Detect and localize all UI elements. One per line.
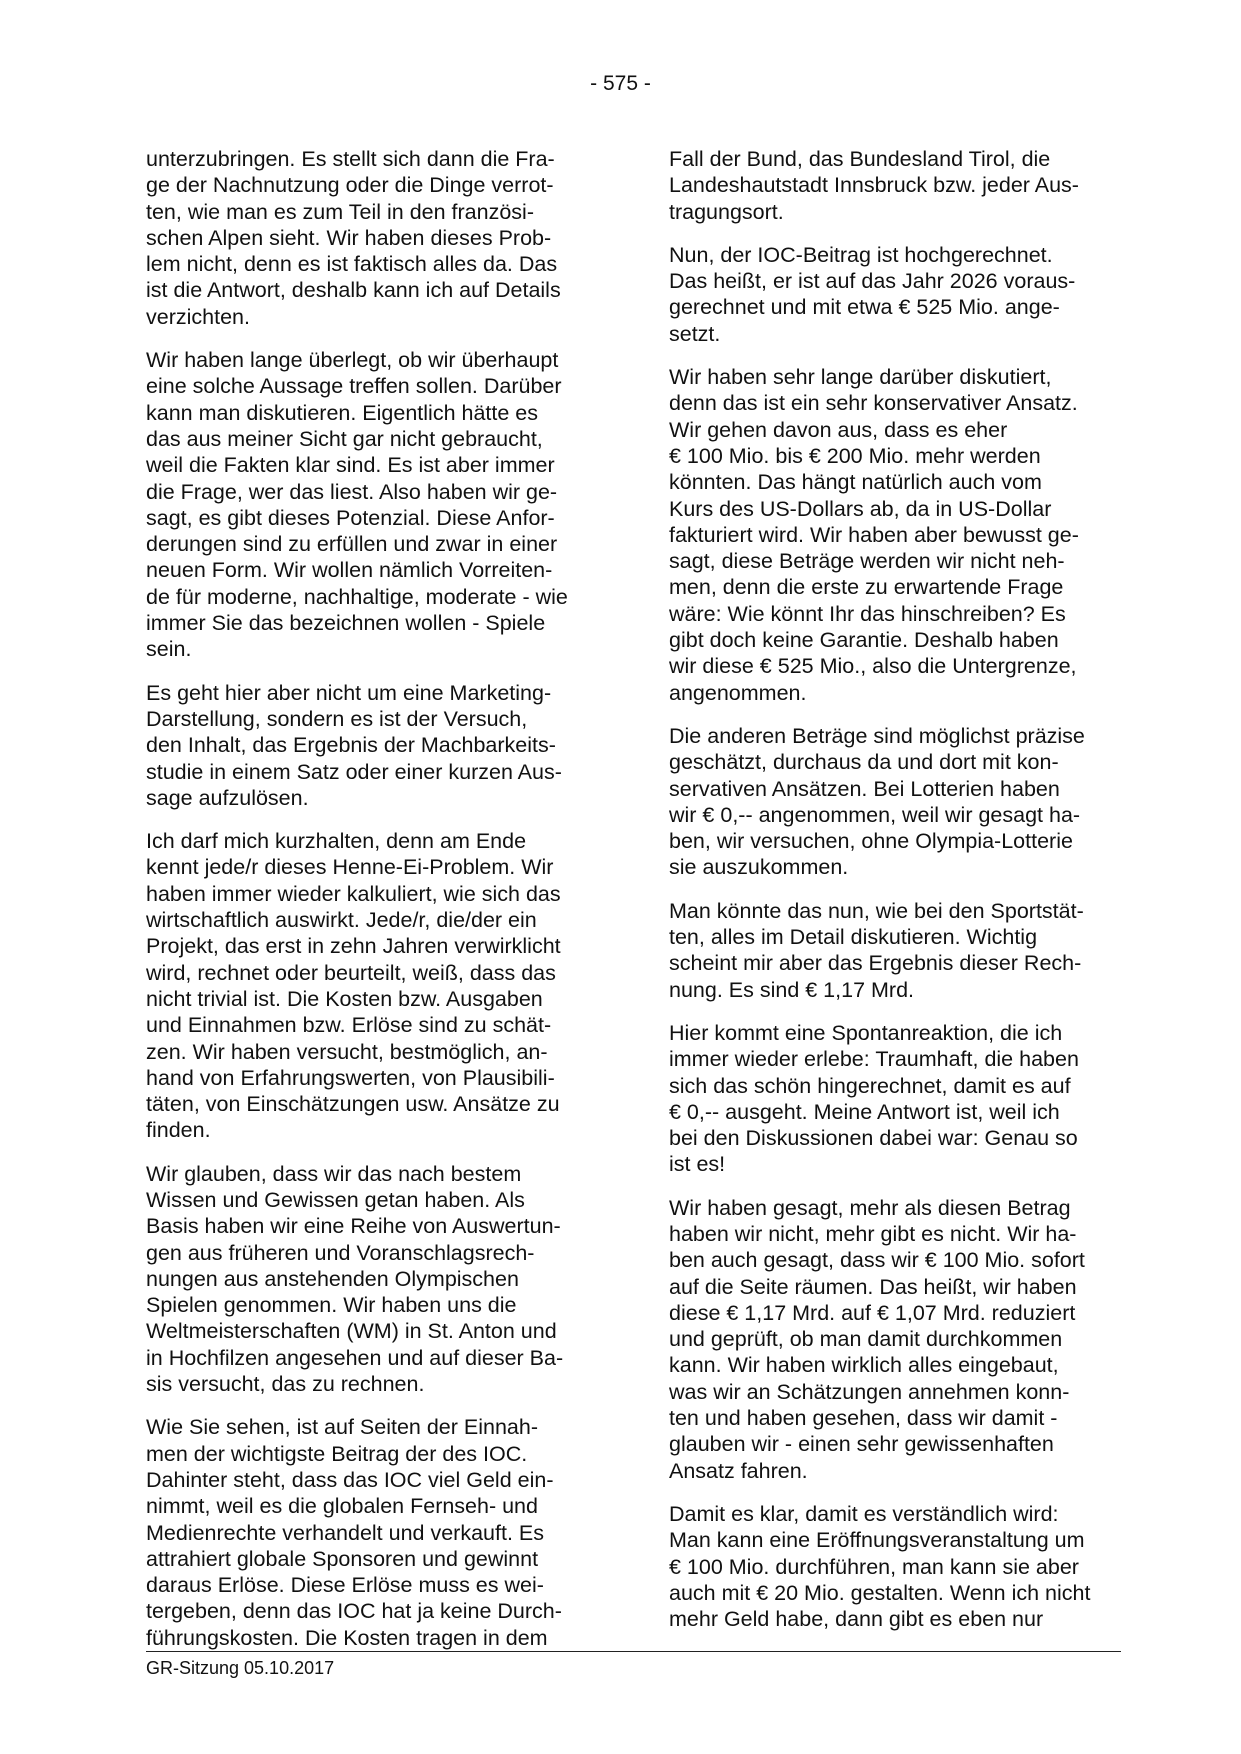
text-line: denn das ist ein sehr konservativer Ansatz. — [669, 391, 1078, 416]
footer-divider — [146, 1651, 1121, 1652]
text-line: ben auch gesagt, dass wir € 100 Mio. sofort — [669, 1248, 1085, 1273]
page-number: - 575 - — [590, 72, 651, 95]
text-line: tragungsort. — [669, 199, 784, 224]
text-line: Wir glauben, dass wir das nach bestem — [146, 1161, 522, 1186]
text-line: den Inhalt, das Ergebnis der Machbarkeits- — [146, 733, 556, 758]
text-line: Damit es klar, damit es verständlich wird: — [669, 1501, 1059, 1526]
text-line: nimmt, weil es die globalen Fernseh- und — [146, 1494, 538, 1519]
text-line: glauben wir - einen sehr gewissenhaften — [669, 1432, 1054, 1457]
text-line: täten, von Einschätzungen usw. Ansätze zu — [146, 1092, 560, 1117]
text-line: finden. — [146, 1118, 211, 1143]
text-line: geschätzt, durchaus da und dort mit kon- — [669, 750, 1059, 775]
text-line: sage aufzulösen. — [146, 785, 309, 810]
text-line: angenommen. — [669, 680, 807, 705]
text-line: gerechnet und mit etwa € 525 Mio. ange- — [669, 295, 1060, 320]
paragraph — [669, 364, 1121, 706]
text-line: eine solche Aussage treffen sollen. Darüber — [146, 374, 562, 399]
paragraph — [146, 347, 598, 663]
text-line: das aus meiner Sicht gar nicht gebraucht, — [146, 426, 543, 451]
text-line: Nun, der IOC-Beitrag ist hochgerechnet. — [669, 242, 1053, 267]
text-line: Es geht hier aber nicht um eine Marketing- — [146, 680, 552, 705]
text-line: € 0,-- ausgeht. Meine Antwort ist, weil ich — [669, 1099, 1060, 1124]
text-line: in Hochfilzen angesehen und auf dieser Ba- — [146, 1345, 564, 1370]
text-line: und geprüft, ob man damit durchkommen — [669, 1327, 1063, 1352]
text-line: wirtschaftlich auswirkt. Jede/r, die/der ein — [146, 908, 537, 933]
text-line: servativen Ansätzen. Bei Lotterien haben — [669, 776, 1060, 801]
text-line: Fall der Bund, das Bundesland Tirol, die — [669, 147, 1051, 171]
text-line: könnten. Das hängt natürlich auch vom — [669, 470, 1042, 495]
text-line: Dahinter steht, dass das IOC viel Geld ein- — [146, 1467, 554, 1492]
text-line: studie in einem Satz oder einer kurzen Aus- — [146, 759, 562, 784]
text-line: auf die Seite räumen. Das heißt, wir haben — [669, 1274, 1077, 1299]
text-line: fakturiert wird. Wir haben aber bewusst ge- — [669, 522, 1079, 547]
text-line: und Einnahmen bzw. Erlöse sind zu schät- — [146, 1013, 552, 1038]
text-line: ist es! — [669, 1152, 726, 1177]
text-line: führungskosten. Die Kosten tragen in dem — [146, 1625, 548, 1650]
text-line: Hier kommt eine Spontanreaktion, die ich — [669, 1020, 1063, 1045]
text-line: Kurs des US-Dollars ab, da in US-Dollar — [669, 496, 1052, 521]
text-line: nicht trivial ist. Die Kosten bzw. Ausgaben — [146, 986, 543, 1011]
paragraph — [669, 146, 1121, 225]
text-line: men, denn die erste zu erwartende Frage — [669, 575, 1064, 600]
text-line: Basis haben wir eine Reihe von Auswertun- — [146, 1214, 561, 1239]
text-line: ten, alles im Detail diskutieren. Wichtig — [669, 925, 1038, 950]
text-line: Das heißt, er ist auf das Jahr 2026 voraus- — [669, 269, 1076, 294]
text-line: Wir haben gesagt, mehr als diesen Betrag — [669, 1195, 1071, 1220]
paragraph — [669, 723, 1121, 881]
text-line: haben immer wieder kalkuliert, wie sich das — [146, 881, 561, 906]
text-line: de für moderne, nachhaltige, moderate - wie — [146, 584, 568, 609]
text-line: mehr Geld habe, dann gibt es eben nur — [669, 1607, 1044, 1632]
text-line: kennt jede/r dieses Henne-Ei-Problem. Wir — [146, 855, 554, 880]
text-line: was wir an Schätzungen annehmen konn- — [669, 1379, 1070, 1404]
text-line: die Frage, wer das liest. Also haben wir ge- — [146, 479, 558, 504]
text-line: ist die Antwort, deshalb kann ich auf Details — [146, 278, 561, 303]
text-line: Man kann eine Eröffnungsveranstaltung um — [669, 1528, 1085, 1553]
text-line: Wir gehen davon aus, dass es eher — [669, 417, 1008, 442]
text-line: sich das schön hingerechnet, damit es auf — [669, 1073, 1071, 1098]
paragraph — [669, 1501, 1121, 1632]
text-line: ten und haben gesehen, dass wir damit - — [669, 1406, 1058, 1431]
text-line: ten, wie man es zum Teil in den französi- — [146, 199, 534, 224]
text-line: attrahiert globale Sponsoren und gewinnt — [146, 1546, 539, 1571]
text-line: kann. Wir haben wirklich alles eingebaut, — [669, 1353, 1059, 1378]
text-line: gibt doch keine Garantie. Deshalb haben — [669, 628, 1059, 653]
text-line: Darstellung, sondern es ist der Versuch, — [146, 706, 528, 731]
text-line: € 100 Mio. bis € 200 Mio. mehr werden — [669, 443, 1041, 468]
text-line: nungen aus anstehenden Olympischen — [146, 1266, 519, 1291]
text-line: sis versucht, das zu rechnen. — [146, 1372, 425, 1397]
text-line: ben, wir versuchen, ohne Olympia-Lotterie — [669, 829, 1073, 854]
paragraph — [146, 146, 598, 330]
paragraph — [146, 1161, 598, 1398]
text-line: lem nicht, denn es ist faktisch alles da. Das — [146, 252, 558, 277]
text-line: Wir haben lange überlegt, ob wir überhaupt — [146, 348, 559, 373]
footer-session-date: GR-Sitzung 05.10.2017 — [146, 1658, 335, 1678]
text-line: tergeben, denn das IOC hat ja keine Durch- — [146, 1599, 562, 1624]
text-line: Projekt, das erst in zehn Jahren verwirklicht — [146, 934, 561, 959]
text-line: sagt, diese Beträge werden wir nicht neh- — [669, 549, 1065, 574]
text-line: sagt, es gibt dieses Potenzial. Diese Anfor- — [146, 505, 555, 530]
text-line: Die anderen Beträge sind möglichst präzise — [669, 723, 1085, 748]
paragraph — [146, 680, 598, 811]
text-line: bei den Diskussionen dabei war: Genau so — [669, 1126, 1078, 1151]
text-line: immer wieder erlebe: Traumhaft, die haben — [669, 1047, 1079, 1072]
text-line: wir € 0,-- angenommen, weil wir gesagt ha- — [669, 802, 1081, 827]
paragraph — [669, 1020, 1121, 1178]
text-line: Medienrechte verhandelt und verkauft. Es — [146, 1520, 544, 1545]
text-line: Landeshautstadt Innsbruck bzw. jeder Aus- — [669, 173, 1079, 198]
paragraph — [669, 242, 1121, 347]
text-line: nung. Es sind € 1,17 Mrd. — [669, 977, 915, 1002]
paragraph — [146, 1414, 598, 1651]
text-line: weil die Fakten klar sind. Es ist aber immer — [146, 453, 555, 478]
text-line: Ich darf mich kurzhalten, denn am Ende — [146, 829, 527, 854]
text-line: Spielen genommen. Wir haben uns die — [146, 1293, 517, 1318]
paragraph — [669, 1195, 1121, 1484]
text-line: unterzubringen. Es stellt sich dann die Fra- — [146, 147, 555, 171]
text-line: ge der Nachnutzung oder die Dinge verrot- — [146, 173, 554, 198]
text-line: derungen sind zu erfüllen und zwar in einer — [146, 532, 558, 557]
text-line: verzichten. — [146, 304, 250, 329]
text-line: Wie Sie sehen, ist auf Seiten der Einnah- — [146, 1415, 538, 1440]
text-line: hand von Erfahrungswerten, von Plausibili- — [146, 1065, 555, 1090]
text-line: kann man diskutieren. Eigentlich hätte es — [146, 400, 539, 425]
text-line: zen. Wir haben versucht, bestmöglich, an- — [146, 1039, 548, 1064]
text-line: auch mit € 20 Mio. gestalten. Wenn ich nicht — [669, 1580, 1091, 1605]
text-line: setzt. — [669, 321, 721, 346]
text-line: sie auszukommen. — [669, 855, 849, 880]
text-line: € 100 Mio. durchführen, man kann sie aber — [669, 1554, 1079, 1579]
text-line: Weltmeisterschaften (WM) in St. Anton und — [146, 1319, 557, 1344]
text-line: Wir haben sehr lange darüber diskutiert, — [669, 365, 1052, 390]
left-column — [146, 146, 598, 1668]
text-line: Wissen und Gewissen getan haben. Als — [146, 1187, 525, 1212]
paragraph — [669, 898, 1121, 1003]
text-line: haben wir nicht, mehr gibt es nicht. Wir ha- — [669, 1221, 1077, 1246]
text-line: wir diese € 525 Mio., also die Untergrenze, — [669, 654, 1077, 679]
text-line: sein. — [146, 637, 192, 662]
text-line: Ansatz fahren. — [669, 1458, 808, 1483]
text-line: wäre: Wie könnt Ihr das hinschreiben? Es — [669, 601, 1066, 626]
text-line: scheint mir aber das Ergebnis dieser Rech- — [669, 951, 1082, 976]
text-line: men der wichtigste Beitrag der des IOC. — [146, 1441, 528, 1466]
paragraph — [146, 828, 598, 1144]
text-line: daraus Erlöse. Diese Erlöse muss es wei- — [146, 1573, 544, 1598]
text-line: gen aus früheren und Voranschlagsrech- — [146, 1240, 535, 1265]
right-column — [669, 146, 1121, 1649]
text-line: wird, rechnet oder beurteilt, weiß, dass das — [146, 960, 556, 985]
text-line: Man könnte das nun, wie bei den Sportstät- — [669, 898, 1084, 923]
text-line: schen Alpen sieht. Wir haben dieses Prob- — [146, 225, 552, 250]
text-line: diese € 1,17 Mrd. auf € 1,07 Mrd. reduziert — [669, 1300, 1076, 1325]
text-line: neuen Form. Wir wollen nämlich Vorreiten- — [146, 558, 553, 583]
text-line: immer Sie das bezeichnen wollen - Spiele — [146, 611, 546, 636]
